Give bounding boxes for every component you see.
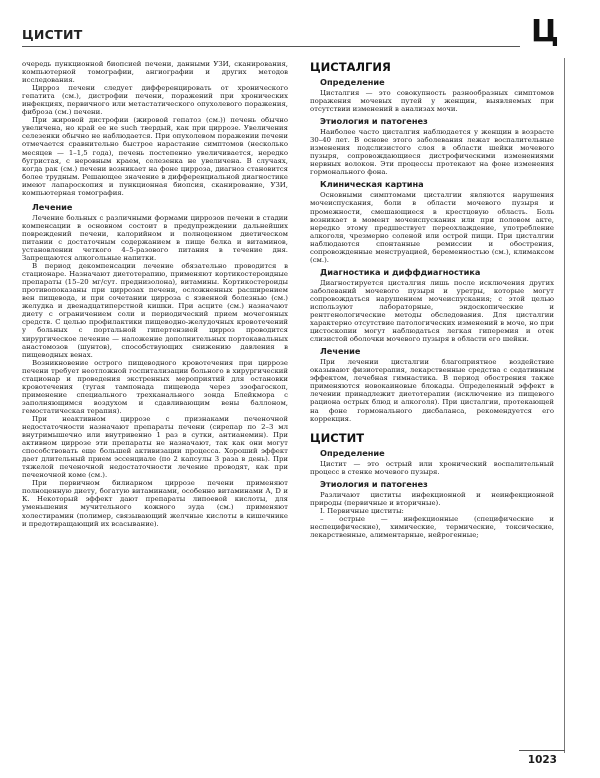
section-heading-definition: Определение	[320, 447, 385, 458]
section-heading-clinic: Клиническая картина	[320, 179, 424, 190]
article-title-cystitis: ЦИСТИТ	[310, 430, 365, 445]
paragraph: Наиболее часто цисталгия наблюдается у женщин в возрасте 30–40 лет. В основе этого заболевания лежат воспалительные изменения подслизистого слоя в области шейки мочевого пузыря, сопровождающиеся дистрофическими изменениями нервных волокон. Эти процессы протекают на фоне изменения гормонального фона.	[310, 128, 554, 177]
article-title-cystalgia: ЦИСТАЛГИЯ	[310, 60, 391, 74]
section-letter: Ц	[531, 14, 559, 49]
section-heading-etiology: Этиология и патогенез	[320, 116, 428, 127]
paragraph: Диагностируется цисталгия лишь после исключения других заболеваний мочевого пузыря и уретры, которые могут сопровождаться нарушением мочеиспускания; с этой целью используют лабораторные, эндоскопические и рентгенологические методы обследования. Для цисталгии характерно отсутствие патологических изменений в моче, но при цистоскопии могут наблюдаться легкая гиперемия и отек слизистой оболочки мочевого пузыря в области его шейки.	[310, 278, 554, 344]
paragraph: Цистит — это острый или хронический воспалительный процесс в стенке мочевого пузыря.	[310, 459, 554, 476]
paragraph: Лечение больных с различными формами циррозов печени в стадии компенсации в основном состоит в предупреждении дальнейших повреждений печени, калорийном и полноценном диетическом питании с достаточным содержанием в пище белка и витаминов, установлении четкого 4–5-разового питания в течение дня. Запрещаются алкогольные напитки.	[22, 213, 288, 263]
paragraph: При первичном билиарном циррозе печени применяют полноценную диету, богатую витаминами, особенно витаминами А, D и К. Некоторый эффект дают препараты липоевой кислоты, для уменьшения мучительного кожного зуда (см.) применяют холестирамин (полимер, связывающий желчные кислоты в кишечнике и предотвращающий их всасывание).	[22, 479, 288, 528]
page-number-rule	[519, 750, 565, 751]
right-column	[310, 60, 554, 539]
paragraph: В период декомпенсации лечение обязательно проводится в стационаре. Назначают диетотерапию, применяют кортикостероидные препараты (15–20 мг/сут. преднизолона), витамины. Кортикостероиды противопоказаны при циррозах печени, осложненных расширением вен пищевода, и при сочетании цирроза с язвенной болезнью (см.) желудка и двенадцатиперстной кишки. При асците (см.) назначают диету с ограничением соли и периодический прием мочегонных средств. С целью профилактики пищеводно-желудочных кровотечений у больных с портальной гипертензией цирроз проводится хирургическое лечение — наложение дополнительных портокавальных анастомозов (шунтов), способствующих снижению давления в пищеводных венах.	[22, 262, 288, 359]
paragraph: При неактивном циррозе с признаками печеночной недостаточности назначают препараты печени (сирепар по 2–3 мл внутримышечно или внутривенно 1 раз в сутки, антианемин). При активном циррозе эти препараты не назначают, так как они могут способствовать еще большей активизации процесса. Хороший эффект дает длительный прием эссенциале (по 2 капсулы 3 раза в день). При тяжелой печеночной недостаточности лечение проводят, как при печеночной коме (см.).	[22, 414, 288, 480]
paragraph: При жировой дистрофии (жировой гепатоз (см.)) печень обычно увеличена, но край ее не such твердый, как при циррозе. Увеличения селезенки обычно не наблюдается. При опухолевом поражении печени отмечается сравнительно быстрое нарастание симптомов (несколько месяцев — 1–1,5 года), печень постепенно увеличивается, нередко бугристая, с неровным краем, селезенка не увеличена. В случаях, когда рак (см.) печени возникает на фоне цирроза, диагноз становится более трудным. Решающее значение в дифференциальной диагностике имеют лапароскопия и пункционная биопсия, сканирование, УЗИ, компьютерная томография.	[22, 116, 288, 197]
section-heading-diagnostics: Диагностика и диффдиагностика	[320, 266, 481, 277]
paragraph: Возникновение острого пищеводного кровотечения при циррозе печени требует неотложной госпитализации больного в хирургический стационар и проведения экстренных мероприятий для остановки кровотечения (тугая тампонада пищевода через зэофагоскоп, применение специального трехканального зонда Блейкмора с заполняющимся воздухом и сдавливающим вены баллоном, гемостатическая терапия).	[22, 358, 288, 415]
section-heading-etiology: Этиология и патогенез	[320, 478, 428, 489]
list-item: I. Первичные циститы:	[320, 506, 404, 515]
left-column	[22, 60, 288, 528]
section-heading-definition: Определение	[320, 77, 385, 87]
paragraph: При лечении цисталгии благоприятное воздействие оказывают физиотерапия, лекарственные средства с седативным эффектом, лечебная гимнастика. В период обострения также применяются новокаиновые блокады. Определенный эффект в лечении принадлежит диетотерапии (исключение из пищевого рациона острых блюд и алкоголя). При цисталгии, протекающей на фоне гормонального дисбаланса, рекомендуется его коррекция.	[310, 358, 554, 423]
margin-rule	[564, 58, 565, 753]
paragraph: очередь пункционной биопсией печени, данными УЗИ, сканирования, компьютерной томографии, ангиографии и других методов исследования.	[22, 60, 288, 85]
paragraph: Цирроз печени следует дифференцировать от хронического гепатита (см.), дистрофии печени, поражений при хронических инфекциях, первичного или метастатического опухолевого поражения, фиброза (см.) печени.	[22, 84, 288, 117]
running-header-title: ЦИСТИТ	[22, 27, 83, 42]
list-item: – острые — инфекционные (специфические и неспецифические), химические, термические, токсические, лекарственные, алиментарные, нейрогенные;	[310, 514, 554, 539]
header-rule	[22, 46, 520, 47]
paragraph: Основными симптомами цисталгии являются нарушения мочеиспускания, боли в области мочевого пузыря и промежности, смешающиеся в крестцовую область. Боль возникает в момент мочеиспускания или при половом акте, нередко этому предшествует переохлаждение, употребление алкоголя, чрезмерно соленой или острой пищи. При цисталгии наблюдаются спонтанные ремиссии и обострения, сопровожденные менструацией, беременностью (см.), климаксом (см.).	[310, 191, 554, 264]
section-heading-treatment: Лечение	[32, 201, 73, 212]
page-number: 1023	[527, 754, 557, 766]
paragraph: Цисталгия — это совокупность разнообразных симптомов поражения мочевых путей у женщин, выявляемых при отсутствии изменений в анализах мочи.	[310, 89, 554, 114]
section-heading-treatment: Лечение	[320, 346, 361, 357]
paragraph: Различают циститы инфекционной и неинфекционной природы (первичные и вторичные).	[310, 490, 554, 507]
